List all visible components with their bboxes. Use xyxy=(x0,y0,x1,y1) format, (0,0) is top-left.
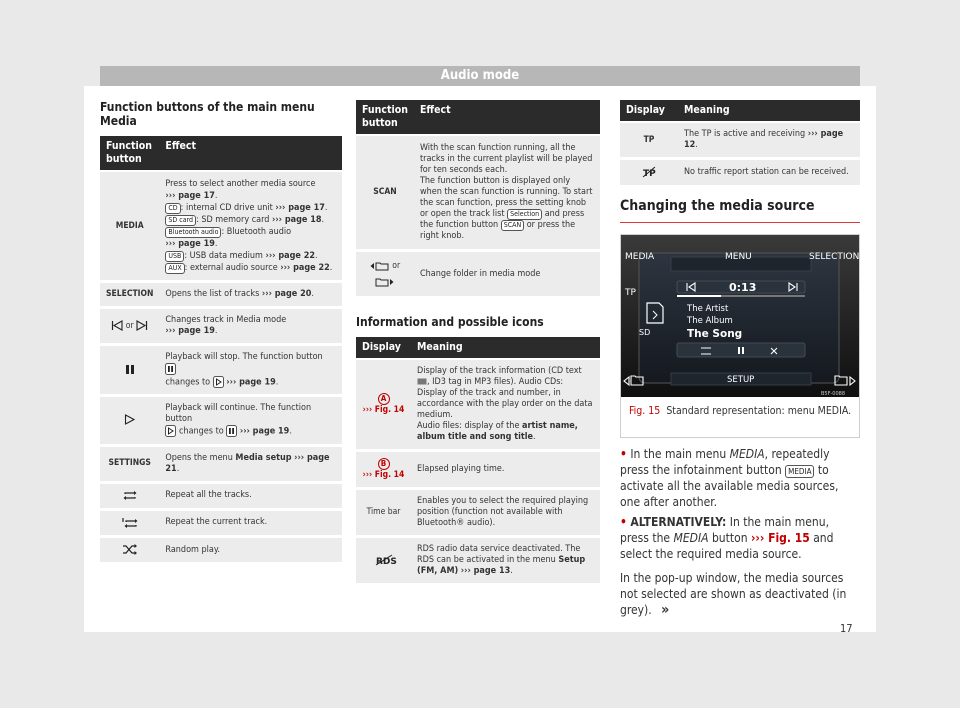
repeat-one-icon xyxy=(121,517,139,529)
media-source-instructions xyxy=(620,446,860,626)
section-title: Changing the media source xyxy=(620,198,860,223)
paragraph: • ALTERNATIVELY: In the main menu, press the MEDIA button ››› Fig. 15 and select the required media source. xyxy=(620,515,834,561)
folder-back-icon xyxy=(370,261,390,271)
table-row: SETTINGS Opens the menu Media setup ››› page 21. xyxy=(100,445,342,482)
cd-text-icon xyxy=(417,378,427,385)
table-row: TP No traffic report station can be received. xyxy=(620,159,860,187)
sd-key: SD card xyxy=(165,215,196,226)
rds-off-icon xyxy=(375,554,397,568)
col-header-effect: Effect xyxy=(159,136,342,171)
screen-sd: SD xyxy=(639,328,651,337)
col-header-effect: Effect xyxy=(414,100,600,135)
function-buttons-section xyxy=(100,100,342,565)
play-key-icon xyxy=(165,425,176,437)
table-row: Playback will stop. The function button changes to ››› page 19. xyxy=(100,345,342,396)
svg-text:RDS: RDS xyxy=(375,557,397,568)
media-label: MEDIA xyxy=(100,171,159,282)
col-header-display: Display xyxy=(356,337,411,359)
screen-selection-tab: SELECTION xyxy=(809,252,860,262)
table-row: B ››› Fig. 14 Elapsed playing time. xyxy=(356,451,600,489)
table-row: Playback will continue. The function button changes to ››› page 19. xyxy=(100,396,342,446)
section-title: Information and possible icons xyxy=(356,315,544,329)
table-row: Time bar Enables you to select the required playing position (function not available with Bluetooth® audio). xyxy=(356,489,600,537)
figure-15 xyxy=(620,234,860,438)
screen-song: The Song xyxy=(687,328,743,340)
media-effect: Press to select another media source ››› page 17. CD : internal CD drive unit ››› page 17. SD card : SD memory card ››› page 18. Bluetooth audio : Bluetooth audio ››› page 19. USB : USB data medium ››› page 22. AUX : external audio source ››› page 22. xyxy=(159,171,342,282)
bullet-icon: • xyxy=(620,515,627,529)
no-traffic-report-icon xyxy=(642,166,656,178)
function-buttons-table-continued xyxy=(356,100,600,299)
scan-key: SCAN xyxy=(501,220,524,231)
aux-key: AUX xyxy=(165,263,184,274)
col-header-meaning: Meaning xyxy=(411,337,600,359)
paragraph: In the pop-up window, the media sources not selected are shown as deactivated (in grey). » xyxy=(620,571,847,618)
tp-icons-table xyxy=(620,100,860,188)
scan-and-icons-section xyxy=(356,100,600,586)
col-header-button: Function button xyxy=(356,100,414,135)
col-header-button: Function button xyxy=(100,136,159,171)
pause-icon xyxy=(125,364,135,375)
bullet-icon: • xyxy=(620,447,627,461)
cd-key: CD xyxy=(165,203,180,214)
usb-key: USB xyxy=(165,251,184,262)
table-row: TP The TP is active and receiving ››› page 12. xyxy=(620,122,860,159)
scan-label: SCAN xyxy=(356,135,414,251)
screen-tp: TP xyxy=(625,288,636,298)
table-row: Random play. xyxy=(100,537,342,564)
tp-label: TP xyxy=(620,122,678,159)
table-row: SCAN With the scan function running, all the tracks in the current playlist will be played for ten seconds each. The function button is displayed only when the scan function is running. To start the scan function, press the setting knob or open the track list Selection and press the function button SCAN or press the right knob. xyxy=(356,135,600,251)
tp-icons-section xyxy=(620,100,860,188)
paragraph: • In the main menu MEDIA, repeatedly press the infotainment button MEDIA to activate all the available media sources, one after another. xyxy=(620,447,839,509)
infotainment-screen xyxy=(621,235,859,397)
pause-key-icon xyxy=(226,425,237,437)
pause-key-icon xyxy=(165,363,176,375)
table-row: A ››› Fig. 14 Display of the track information (CD text , ID3 tag in MP3 files). Audio CDs: Display of the track and number, in accordance with the play order on the data medium. Audio files: display of the artist name, album title and song title. xyxy=(356,359,600,451)
col-header-meaning: Meaning xyxy=(678,100,860,122)
figure-caption: Fig. 15 Standard representation: menu MEDIA. xyxy=(629,405,852,417)
play-key-icon xyxy=(213,376,224,388)
page-header: Audio mode xyxy=(100,66,860,86)
repeat-all-icon xyxy=(122,490,138,501)
play-icon xyxy=(124,414,135,425)
settings-label: SETTINGS xyxy=(100,445,159,482)
page-number: 17 xyxy=(840,622,853,635)
svg-text:TP: TP xyxy=(643,169,656,179)
table-row: Repeat the current track. xyxy=(100,509,342,537)
table-row: Repeat all the tracks. xyxy=(100,482,342,509)
function-buttons-table xyxy=(100,136,342,565)
previous-track-icon xyxy=(111,320,123,331)
info-icons-table xyxy=(356,337,600,586)
selection-label: SELECTION xyxy=(100,282,159,308)
col-header-display: Display xyxy=(620,100,678,122)
table-row: RDS RDS radio data service deactivated. The RDS can be activated in the menu Setup (FM, AM) ››› page 13. xyxy=(356,537,600,585)
screen-time: 0:13 xyxy=(729,281,757,294)
random-play-icon xyxy=(122,544,138,555)
continue-mark: » xyxy=(661,602,670,618)
media-screen-image xyxy=(621,235,859,397)
section-title: Function buttons of the main menu Media xyxy=(100,100,315,128)
table-row: SELECTION Opens the list of tracks ››› page 20. xyxy=(100,282,342,308)
callout-b: B xyxy=(378,458,390,470)
image-code: B5F-0088 xyxy=(821,391,846,397)
table-row: or Changes track in Media mode ››› page 19. xyxy=(100,308,342,345)
screen-artist: The Artist xyxy=(687,304,729,314)
table-row: or Change folder in media mode xyxy=(356,251,600,298)
next-track-icon xyxy=(136,320,148,331)
screen-setup-tab: SETUP xyxy=(727,375,755,385)
screen-media-tab: MEDIA xyxy=(625,252,655,262)
selection-key: Selection xyxy=(507,209,542,220)
callout-a: A xyxy=(378,393,390,405)
screen-menu-tab: MENU xyxy=(725,252,752,262)
table-row xyxy=(100,171,342,282)
bluetooth-key: Bluetooth audio xyxy=(165,227,221,238)
media-key: MEDIA xyxy=(785,465,814,478)
folder-forward-icon xyxy=(375,277,395,287)
screen-album: The Album xyxy=(687,316,733,326)
